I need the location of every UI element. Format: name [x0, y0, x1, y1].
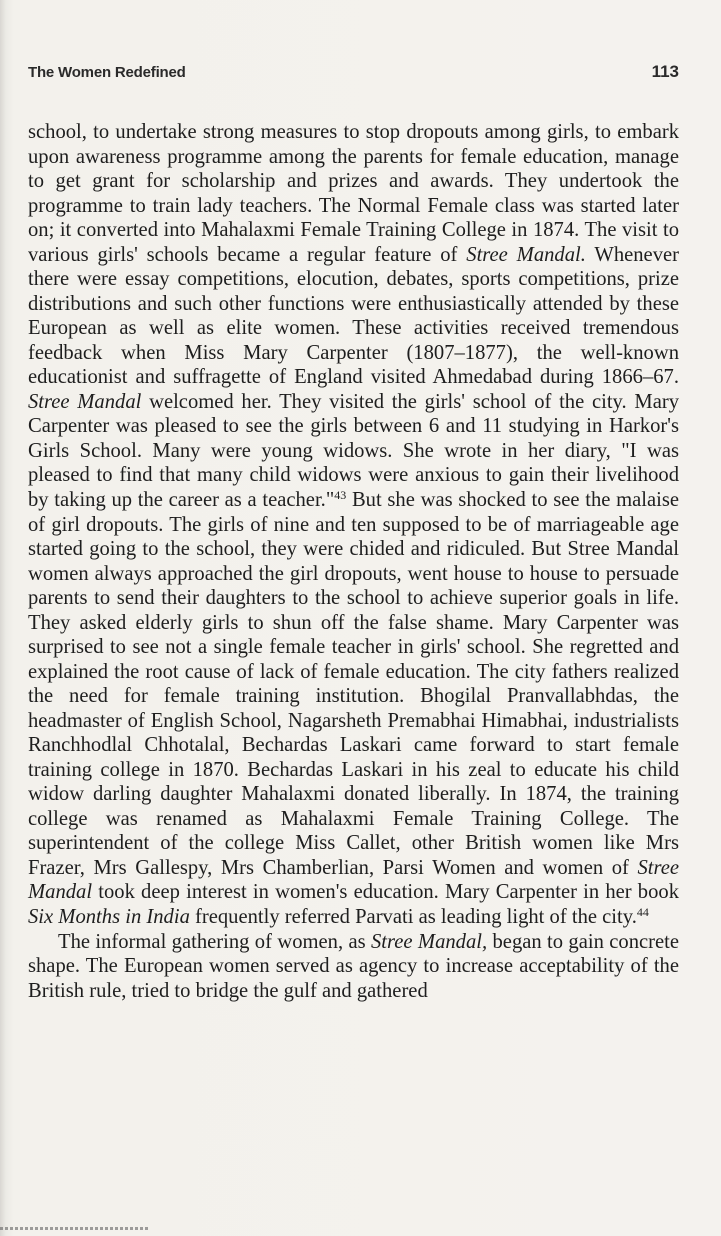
book-title: Six Months in India: [28, 906, 190, 928]
running-header: [28, 62, 679, 82]
paragraph: [28, 120, 679, 930]
body-text: [28, 120, 679, 1003]
italic-term: Stree Mandal,: [371, 930, 488, 953]
text-run: took deep interest in women's education. Mary Carpenter in her book: [92, 881, 679, 904]
text-run: school, to undertake strong measures to stop dropouts among girls, to embark upon awareness programme among the parents for female education, manage to get grant for scholarship and prizes and awards. They undertook the programme to train lady teachers. The Normal Female class was started later on; it converted into Mahalaxmi Female Training College in 1874. The visit to various girls' schools became a regular feature of: [28, 121, 679, 266]
footnote-ref: 44: [636, 905, 649, 919]
page-number: 113: [651, 62, 679, 81]
running-title: The Women Redefined: [28, 64, 186, 81]
italic-term: Stree Mandal: [28, 856, 679, 904]
paragraph: [28, 930, 679, 1004]
text-run: frequently referred Parvati as leading light of the city.: [189, 906, 637, 928]
text-run: welcomed her. They visited the girls' school of the city. Mary Carpenter was pleased to see the girls between 6 and 11 studying in Harkor's Girls School. Many were young widows. She wrote in her diary, "I was pleased to find that many child widows were anxious to gain their livelihood by taking up the career as a teacher.": [28, 390, 679, 511]
italic-term: Stree Mandal.: [466, 243, 586, 266]
scan-edge-mark: [0, 1227, 150, 1230]
footnote-ref: 43: [334, 487, 347, 502]
text-run: Whenever there were essay competitions, elocution, debates, sports competitions, prize distributions and such other functions were enthusiastically attended by these European as well as elite women. These activities received tremendous feedback when Miss Mary Carpenter (1807–1877), the well-known educationist and suffragette of England visited Ahmedabad during 1866–67.: [28, 243, 679, 389]
text-run: The informal gathering of women, as: [58, 930, 371, 953]
text-run: began to gain concrete shape. The European women served as agency to increase acceptability of the British rule, tried to bridge the gulf and gathered: [28, 930, 679, 1002]
italic-term: Stree Mandal: [28, 390, 142, 413]
text-run: But she was shocked to see the malaise of girl dropouts. The girls of nine and ten supposed to be of marriageable age started going to the school, they were chided and ridiculed. But Stree Mandal women always approached the girl dropouts, went house to house to persuade parents to send their daughters to the school to achieve superior goals in life. They asked elderly girls to shun off the false shame. Mary Carpenter was surprised to see not a single female teacher in girls' school. She regretted and explained the root cause of lack of female education. The city fathers realized the need for female training institution. Bhogilal Pranvallabhdas, the headmaster of English School, Nagarsheth Premabhai Himabhai, industrialists Ranchhodlal Chhotalal, Bechardas Laskari came forward to start female training college in 1870. Bechardas Laskari in his zeal to educate his child widow darling daughter Mahalaxmi donated liberally. In 1874, the training college was renamed as Mahalaxmi Female Training College. The superintendent of the college Miss Callet, other British women like Mrs Frazer, Mrs Gallespy, Mrs Chamberlian, Parsi Women and women of: [28, 488, 679, 879]
